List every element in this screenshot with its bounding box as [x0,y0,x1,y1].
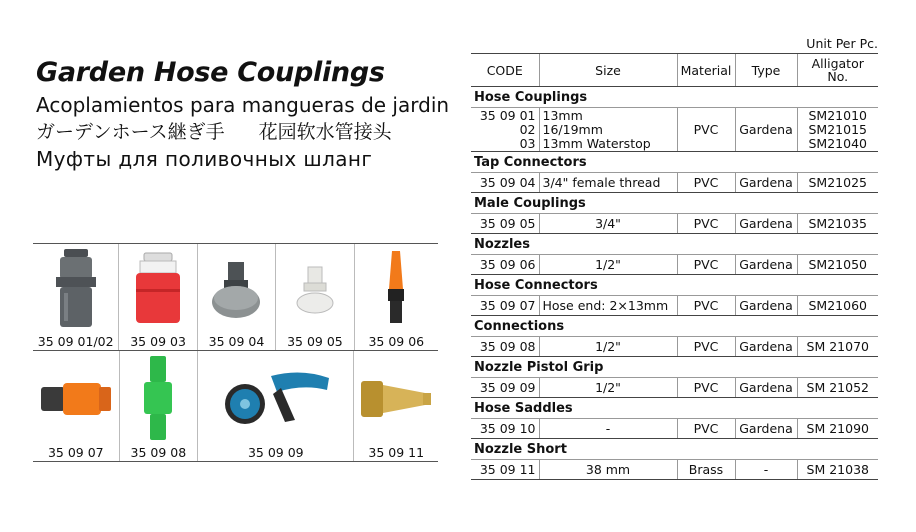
type-cell: Gardena [735,255,797,275]
material-cell: PVC [677,255,735,275]
category-label: Nozzle Short [474,441,567,457]
type-cell: Gardena [735,108,797,152]
header-size: Size [539,54,677,87]
category-row [471,398,878,419]
material-cell: PVC [677,337,735,357]
category-label: Nozzle Pistol Grip [474,359,604,375]
size-cell: 1/2" [539,378,677,398]
alligator-cell [797,108,878,152]
product-code: 35 09 01/02 [37,334,114,349]
type-cell: Gardena [735,214,797,234]
title-block [36,54,449,173]
material-cell: PVC [677,214,735,234]
type-cell: Gardena [735,337,797,357]
size-value: 13mm Waterstop [542,135,651,151]
title-russian: Муфты для поливочных шланг [36,147,373,171]
category-label: Hose Connectors [474,277,598,293]
size-cell: 3/4" [539,214,677,234]
type-cell: Gardena [735,173,797,193]
product-cell [33,351,120,461]
material-cell: PVC [677,296,735,316]
tap-connector-image [198,244,275,334]
alligator-value: SM21015 [808,121,867,137]
category-row [471,152,878,173]
title-spanish: Acoplamientos para mangueras de jardin [36,93,450,117]
code-cell: 35 09 11 [471,460,539,480]
product-cell [354,351,438,461]
hose-connector-image [33,351,119,445]
product-code: 35 09 11 [368,445,425,460]
type-cell: Gardena [735,419,797,439]
alligator-cell: SM21060 [797,296,878,316]
category-row [471,193,878,214]
title-japanese: ガーデンホース継ぎ手 [36,121,225,143]
material-cell: PVC [677,173,735,193]
product-cell [119,244,197,350]
category-row [471,87,878,108]
unit-note: Unit Per Pc. [806,36,878,51]
table-row [471,214,878,234]
size-cell: Hose end: 2×13mm [539,296,677,316]
category-row [471,357,878,378]
type-cell: Gardena [735,378,797,398]
table-row [471,173,878,193]
alligator-cell: SM21025 [797,173,878,193]
title-chinese: 花园软水管接头 [258,121,392,143]
male-coupling-image [276,244,353,334]
code-cell: 35 09 09 [471,378,539,398]
code-value: 03 [519,135,536,151]
product-code: 35 09 08 [130,445,187,460]
type-cell: Gardena [735,296,797,316]
size-cell [539,108,677,152]
brass-nozzle-image [354,351,438,445]
material-cell: Brass [677,460,735,480]
size-value: 16/19mm [542,121,603,137]
alligator-cell: SM 21090 [797,419,878,439]
table-row [471,378,878,398]
category-label: Male Couplings [474,195,586,211]
table-row [471,460,878,480]
connection-image [120,351,198,445]
product-code: 35 09 03 [130,334,186,349]
category-row [471,439,878,460]
size-cell: 3/4" female thread [539,173,677,193]
category-label: Nozzles [474,236,530,252]
header-alligator: Alligator No. [797,54,878,87]
red-coupling-image [119,244,196,334]
grey-coupling-image [33,244,118,334]
table-row [471,255,878,275]
code-cell: 35 09 05 [471,214,539,234]
category-row [471,275,878,296]
grid-row-1 [33,244,438,351]
product-cell [33,244,119,350]
title-asian [36,119,449,146]
code-value: 02 [519,121,536,137]
header-material: Material [677,54,735,87]
code-cell: 35 09 08 [471,337,539,357]
product-code: 35 09 09 [247,445,304,460]
category-row [471,234,878,255]
product-cell [198,351,354,461]
alligator-cell: SM 21038 [797,460,878,480]
product-cell [355,244,438,350]
size-cell: 1/2" [539,337,677,357]
pistol-grip-image [198,351,353,445]
material-cell: PVC [677,378,735,398]
category-label: Hose Saddles [474,400,573,416]
alligator-cell: SM 21052 [797,378,878,398]
type-cell: - [735,460,797,480]
size-cell: - [539,419,677,439]
material-cell: PVC [677,108,735,152]
code-cell: 35 09 04 [471,173,539,193]
header-type: Type [735,54,797,87]
header-row [471,54,878,87]
alligator-value: SM21010 [808,107,867,123]
code-value: 35 09 01 [479,107,536,123]
size-cell: 38 mm [539,460,677,480]
product-cell [276,244,354,350]
code-cell: 35 09 07 [471,296,539,316]
alligator-value: SM21040 [808,135,867,151]
product-photo-grid [33,243,438,462]
category-row [471,316,878,337]
code-cell: 35 09 06 [471,255,539,275]
material-cell: PVC [677,419,735,439]
nozzle-image [355,244,438,334]
alligator-cell: SM21035 [797,214,878,234]
table-row [471,296,878,316]
product-cell [120,351,199,461]
spec-table [471,53,878,480]
product-code: 35 09 07 [47,445,104,460]
category-label: Connections [474,318,565,334]
product-code: 35 09 05 [287,334,343,349]
size-cell: 1/2" [539,255,677,275]
code-cell [471,108,539,152]
category-label: Tap Connectors [474,154,587,170]
alligator-cell: SM21050 [797,255,878,275]
product-cell [198,244,276,350]
product-code: 35 09 06 [368,334,425,349]
code-cell: 35 09 10 [471,419,539,439]
header-code: CODE [471,54,539,87]
table-row [471,108,878,152]
product-code: 35 09 04 [208,334,265,349]
table-row [471,337,878,357]
category-label: Hose Couplings [474,89,588,105]
grid-row-2 [33,351,438,462]
alligator-cell: SM 21070 [797,337,878,357]
size-value: 13mm [542,107,583,123]
title-english: Garden Hose Couplings [36,57,385,88]
table-row [471,419,878,439]
